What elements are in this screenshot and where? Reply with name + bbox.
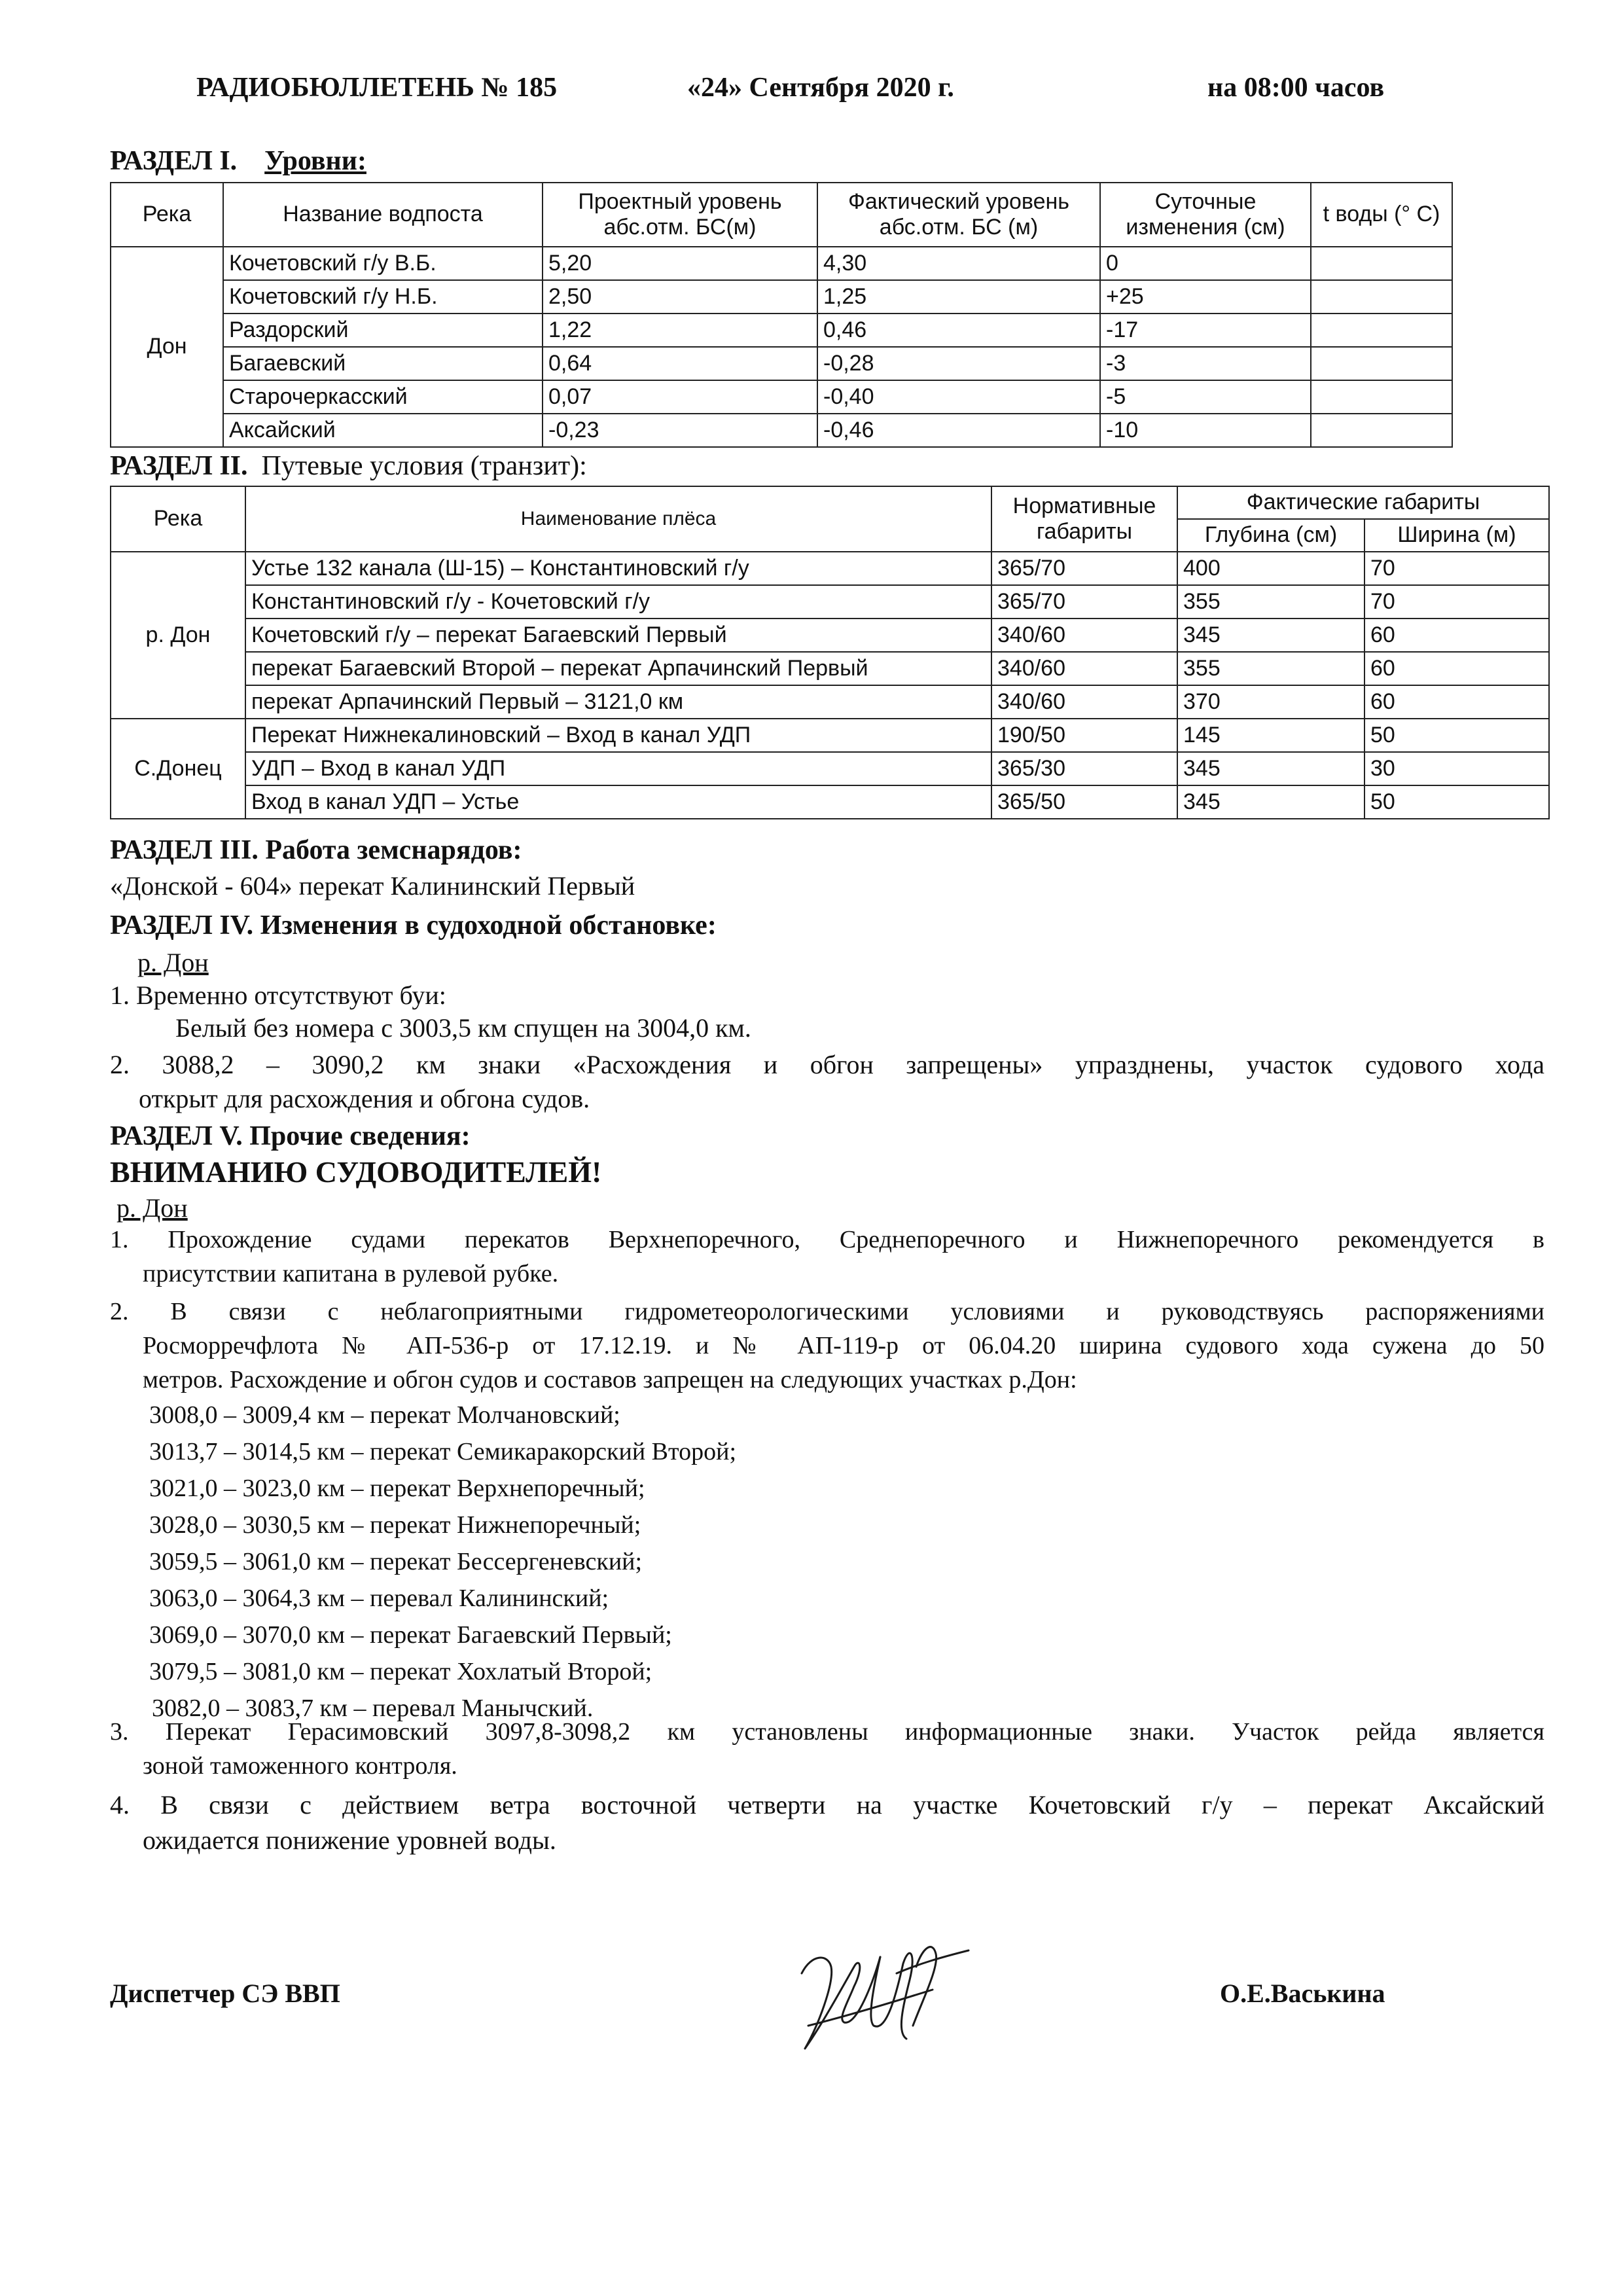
table-row: [111, 347, 1452, 380]
norm-cell: 190/50: [991, 719, 1177, 752]
table-row: [111, 619, 1549, 652]
table-row: [111, 752, 1549, 785]
col-temp: t воды (° С): [1311, 183, 1452, 247]
table-row: [111, 552, 1549, 585]
dispatcher-name: О.Е.Васькина: [1220, 1979, 1385, 2008]
depth-cell: 345: [1177, 619, 1364, 652]
temp-cell: [1311, 380, 1452, 414]
project-cell: 0,64: [543, 347, 817, 380]
norm-cell: 365/70: [991, 585, 1177, 619]
width-cell: 50: [1364, 785, 1549, 819]
bulletin-title: РАДИОБЮЛЛЕТЕНЬ № 185: [196, 73, 558, 103]
depth-cell: 145: [1177, 719, 1364, 752]
list-item: 3059,5 – 3061,0 км – перекат Бессергеневский;: [149, 1548, 643, 1575]
width-cell: 70: [1364, 552, 1549, 585]
actual-cell: 0,46: [817, 314, 1100, 347]
depth-cell: 355: [1177, 585, 1364, 619]
norm-cell: 365/30: [991, 752, 1177, 785]
list-item: 3028,0 – 3030,5 км – перекат Нижнепоречный;: [149, 1511, 641, 1539]
levels-header-row: [111, 183, 1452, 247]
table-row: [111, 685, 1549, 719]
temp-cell: [1311, 247, 1452, 280]
change-cell: -10: [1100, 414, 1311, 447]
section5-item2-line1: 2. В связи с неблагоприятными гидрометеорологическими условиями и руководствуясь распоряжениями: [110, 1298, 1544, 1325]
change-cell: 0: [1100, 247, 1311, 280]
river-cell: Дон: [111, 247, 223, 447]
section5-item3-line2: зоной таможенного контроля.: [143, 1752, 457, 1780]
bulletin-time: на 08:00 часов: [1207, 73, 1385, 103]
norm-cell: 365/50: [991, 785, 1177, 819]
width-cell: 60: [1364, 685, 1549, 719]
river-cell: С.Донец: [111, 719, 245, 819]
stretch-cell: перекат Арпачинский Первый – 3121,0 км: [245, 685, 991, 719]
section2-title: РАЗДЕЛ II.: [110, 451, 248, 481]
transit-header-row: [111, 486, 1549, 519]
col-actual: Фактический уровень абс.отм. БС (м): [817, 183, 1100, 247]
section1-title: РАЗДЕЛ I.: [110, 146, 238, 176]
post-cell: Кочетовский г/у В.Б.: [223, 247, 543, 280]
width-cell: 60: [1364, 652, 1549, 685]
section4-item2-line1: 2. 3088,2 – 3090,2 км знаки «Расхождения и обгон запрещены» упразднены, участок судового хода: [110, 1050, 1544, 1079]
signature-image: [782, 1928, 978, 2058]
change-cell: -5: [1100, 380, 1311, 414]
width-cell: 50: [1364, 719, 1549, 752]
project-cell: 0,07: [543, 380, 817, 414]
width-cell: 60: [1364, 619, 1549, 652]
width-cell: 30: [1364, 752, 1549, 785]
transit-table: [110, 486, 1550, 819]
post-cell: Старочеркасский: [223, 380, 543, 414]
col-normative: Нормативные габариты: [991, 486, 1177, 552]
actual-cell: -0,40: [817, 380, 1100, 414]
stretch-cell: Константиновский г/у - Кочетовский г/у: [245, 585, 991, 619]
stretch-cell: перекат Багаевский Второй – перекат Арпачинский Первый: [245, 652, 991, 685]
section1-subtitle: Уровни:: [264, 146, 366, 176]
depth-cell: 370: [1177, 685, 1364, 719]
section5-title: РАЗДЕЛ V. Прочие сведения:: [110, 1121, 471, 1151]
attention-heading: ВНИМАНИЮ СУДОВОДИТЕЛЕЙ!: [110, 1155, 602, 1189]
norm-cell: 340/60: [991, 652, 1177, 685]
col-change: Суточные изменения (см): [1100, 183, 1311, 247]
project-cell: 2,50: [543, 280, 817, 314]
table-row: [111, 380, 1452, 414]
section4-item2-line2: открыт для расхождения и обгона судов.: [139, 1084, 590, 1113]
post-cell: Кочетовский г/у Н.Б.: [223, 280, 543, 314]
col-actual: Фактические габариты: [1177, 486, 1549, 519]
norm-cell: 365/70: [991, 552, 1177, 585]
section5-item4-line1: 4. В связи с действием ветра восточной четверти на участке Кочетовский г/у – перекат Аксайский: [110, 1790, 1544, 1820]
list-item: 3008,0 – 3009,4 км – перекат Молчановский;: [149, 1401, 620, 1429]
table-row: [111, 585, 1549, 619]
section5-item2-line3: метров. Расхождение и обгон судов и составов запрещен на следующих участках р.Дон:: [143, 1366, 1077, 1393]
change-cell: -17: [1100, 314, 1311, 347]
section5-river: р. Дон: [116, 1193, 188, 1223]
table-row: [111, 247, 1452, 280]
river-cell: р. Дон: [111, 552, 245, 719]
depth-cell: 345: [1177, 752, 1364, 785]
dredger-text: «Донской - 604» перекат Калининский Первый: [110, 871, 635, 901]
temp-cell: [1311, 314, 1452, 347]
section1-heading: [110, 145, 366, 177]
post-cell: Багаевский: [223, 347, 543, 380]
stretch-cell: Перекат Нижнекалиновский – Вход в канал УДП: [245, 719, 991, 752]
list-item: 3013,7 – 3014,5 км – перекат Семикаракорский Второй;: [149, 1438, 737, 1465]
table-row: [111, 414, 1452, 447]
section5-item1-line1: 1. Прохождение судами перекатов Верхнепоречного, Среднепоречного и Нижнепоречного рекомендуется в: [110, 1226, 1544, 1253]
levels-table: [110, 182, 1453, 448]
depth-cell: 355: [1177, 652, 1364, 685]
actual-cell: -0,28: [817, 347, 1100, 380]
actual-cell: -0,46: [817, 414, 1100, 447]
temp-cell: [1311, 347, 1452, 380]
stretch-cell: Кочетовский г/у – перекат Багаевский Первый: [245, 619, 991, 652]
actual-cell: 4,30: [817, 247, 1100, 280]
change-cell: +25: [1100, 280, 1311, 314]
section4-river: р. Дон: [137, 948, 209, 977]
depth-cell: 345: [1177, 785, 1364, 819]
change-cell: -3: [1100, 347, 1311, 380]
project-cell: -0,23: [543, 414, 817, 447]
dispatcher-position: Диспетчер СЭ ВВП: [110, 1979, 340, 2008]
table-row: [111, 652, 1549, 685]
bulletin-date: «24» Сентября 2020 г.: [687, 73, 954, 103]
width-cell: 70: [1364, 585, 1549, 619]
norm-cell: 340/60: [991, 619, 1177, 652]
section3-title: РАЗДЕЛ III. Работа земснарядов:: [110, 835, 522, 865]
section4-item1: 1. Временно отсутствуют буи:: [110, 980, 446, 1010]
col-river: Река: [111, 486, 245, 552]
section5-item4-line2: ожидается понижение уровней воды.: [143, 1825, 556, 1855]
col-river: Река: [111, 183, 223, 247]
temp-cell: [1311, 414, 1452, 447]
actual-cell: 1,25: [817, 280, 1100, 314]
post-cell: Аксайский: [223, 414, 543, 447]
col-stretch: Наименование плёса: [245, 486, 991, 552]
table-row: [111, 719, 1549, 752]
section5-item1-line2: присутствии капитана в рулевой рубке.: [143, 1260, 559, 1287]
stretch-cell: Вход в канал УДП – Устье: [245, 785, 991, 819]
section5-item2-line2: Росморречфлота № АП-536-р от 17.12.19. и № АП-119-р от 06.04.20 ширина судового хода сужена до 50: [143, 1332, 1544, 1359]
col-depth: Глубина (см): [1177, 519, 1364, 552]
post-cell: Раздорский: [223, 314, 543, 347]
table-row: [111, 314, 1452, 347]
list-item: 3021,0 – 3023,0 км – перекат Верхнепоречный;: [149, 1475, 645, 1502]
norm-cell: 340/60: [991, 685, 1177, 719]
section4-title: РАЗДЕЛ IV. Изменения в судоходной обстановке:: [110, 910, 717, 941]
section2-heading: [110, 450, 587, 482]
col-width: Ширина (м): [1364, 519, 1549, 552]
table-row: [111, 785, 1549, 819]
section5-item3-line1: 3. Перекат Герасимовский 3097,8-3098,2 км установлены информационные знаки. Участок рейда является: [110, 1718, 1544, 1746]
depth-cell: 400: [1177, 552, 1364, 585]
col-project: Проектный уровень абс.отм. БС(м): [543, 183, 817, 247]
stretch-cell: УДП – Вход в канал УДП: [245, 752, 991, 785]
table-row: [111, 280, 1452, 314]
stretch-cell: Устье 132 канала (Ш-15) – Константиновский г/у: [245, 552, 991, 585]
list-item: 3069,0 – 3070,0 км – перекат Багаевский Первый;: [149, 1621, 672, 1649]
list-item: 3063,0 – 3064,3 км – перевал Калининский;: [149, 1585, 609, 1612]
list-item: 3082,0 – 3083,7 км – перевал Манычский.: [152, 1695, 594, 1722]
temp-cell: [1311, 280, 1452, 314]
list-item: 3079,5 – 3081,0 км – перекат Хохлатый Второй;: [149, 1658, 652, 1685]
section2-subtitle: Путевые условия (транзит):: [261, 451, 587, 481]
project-cell: 1,22: [543, 314, 817, 347]
project-cell: 5,20: [543, 247, 817, 280]
section4-item1-sub: Белый без номера с 3003,5 км спущен на 3004,0 км.: [175, 1013, 751, 1043]
col-post: Название водпоста: [223, 183, 543, 247]
